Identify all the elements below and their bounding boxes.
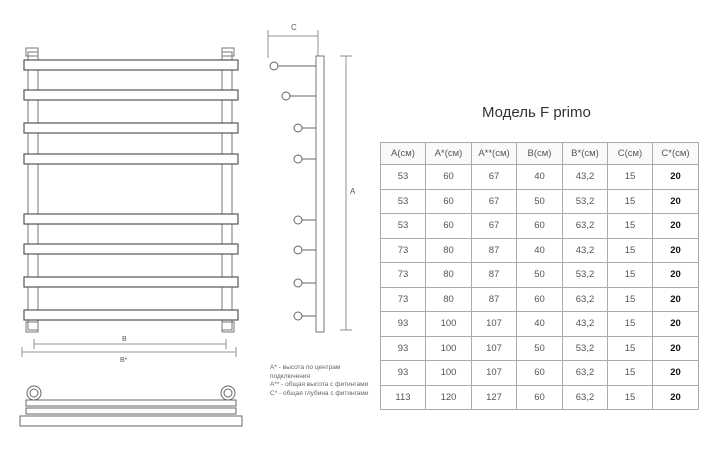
- dimension-b: [34, 339, 226, 349]
- table-row: [381, 238, 699, 263]
- rung: [24, 277, 238, 287]
- table-cell: 20: [653, 312, 699, 337]
- table-cell: 73: [381, 238, 426, 263]
- table-cell: 107: [472, 336, 517, 361]
- dimension-b-star: [22, 347, 236, 357]
- table-cell: 67: [472, 214, 517, 239]
- table-cell: 40: [517, 312, 563, 337]
- table-cell: 20: [653, 238, 699, 263]
- table-cell: 15: [608, 189, 653, 214]
- rung-end: [294, 279, 302, 287]
- table-cell: 60: [517, 214, 563, 239]
- table-cell: 50: [517, 263, 563, 288]
- rung-end: [294, 246, 302, 254]
- table-cell: 20: [653, 336, 699, 361]
- table-cell: 53,2: [563, 263, 608, 288]
- table-cell: 15: [608, 263, 653, 288]
- table-cell: 20: [653, 287, 699, 312]
- table-cell: 60: [517, 287, 563, 312]
- dimension-c-label: C: [291, 23, 297, 32]
- table-cell: 73: [381, 263, 426, 288]
- table-cell: 80: [426, 287, 472, 312]
- table-cell: 107: [472, 312, 517, 337]
- table-cell: 93: [381, 361, 426, 386]
- table-cell: 63,2: [563, 214, 608, 239]
- table-cell: 53: [381, 165, 426, 190]
- table-cell: 63,2: [563, 385, 608, 410]
- table-cell: 73: [381, 287, 426, 312]
- rung: [24, 310, 238, 320]
- dimension-a-label: A: [350, 187, 356, 196]
- header-a: A(см): [381, 143, 426, 165]
- side-post: [316, 56, 324, 332]
- table-row: [381, 165, 699, 190]
- header-a-double-star: A**(см): [472, 143, 517, 165]
- table-cell: 107: [472, 361, 517, 386]
- notes: [270, 364, 380, 398]
- note-c-star: C* - общая глубина с фитингами: [270, 389, 369, 397]
- table-cell: 63,2: [563, 361, 608, 386]
- header-a-star: A*(см): [426, 143, 472, 165]
- table-cell: 15: [608, 361, 653, 386]
- rung: [24, 244, 238, 254]
- top-view-drawing: [0, 370, 250, 468]
- table-cell: 113: [381, 385, 426, 410]
- table-cell: 15: [608, 385, 653, 410]
- table-row: [381, 336, 699, 361]
- table-cell: 67: [472, 165, 517, 190]
- table-cell: 120: [426, 385, 472, 410]
- header-b-star: B*(см): [563, 143, 608, 165]
- rung: [24, 60, 238, 70]
- table-cell: 43,2: [563, 312, 608, 337]
- rung: [24, 123, 238, 133]
- rung-end: [294, 124, 302, 132]
- table-cell: 53: [381, 214, 426, 239]
- table-cell: 60: [426, 214, 472, 239]
- spec-table: [380, 142, 699, 410]
- table-cell: 40: [517, 238, 563, 263]
- table-cell: 87: [472, 238, 517, 263]
- table-cell: 67: [472, 189, 517, 214]
- table-header-row: [381, 143, 699, 165]
- table-cell: 93: [381, 312, 426, 337]
- table-row: [381, 312, 699, 337]
- table-cell: 43,2: [563, 238, 608, 263]
- table-cell: 60: [517, 385, 563, 410]
- side-view-drawing: [250, 0, 370, 345]
- table-cell: 50: [517, 336, 563, 361]
- table-row: [381, 263, 699, 288]
- table-cell: 20: [653, 361, 699, 386]
- rung: [24, 214, 238, 224]
- table-cell: 80: [426, 263, 472, 288]
- table-row: [381, 287, 699, 312]
- table-cell: 15: [608, 165, 653, 190]
- table-cell: 15: [608, 214, 653, 239]
- table-cell: 53,2: [563, 336, 608, 361]
- table-cell: 53: [381, 189, 426, 214]
- table-cell: 60: [426, 165, 472, 190]
- table-cell: 100: [426, 336, 472, 361]
- table-row: [381, 189, 699, 214]
- table-cell: 20: [653, 385, 699, 410]
- rung-end: [294, 155, 302, 163]
- table-cell: 20: [653, 165, 699, 190]
- dimension-b-label: B: [122, 336, 127, 343]
- front-view-drawing: [0, 0, 250, 370]
- table-cell: 15: [608, 287, 653, 312]
- table-cell: 87: [472, 287, 517, 312]
- header-c-star: C*(см): [653, 143, 699, 165]
- table-cell: 127: [472, 385, 517, 410]
- table-cell: 53,2: [563, 189, 608, 214]
- dimension-c: [268, 30, 318, 58]
- header-c: C(см): [608, 143, 653, 165]
- model-title: Модель F primo: [482, 104, 591, 121]
- table-cell: 15: [608, 238, 653, 263]
- rung-end: [294, 312, 302, 320]
- rung-end: [294, 216, 302, 224]
- table-cell: 43,2: [563, 165, 608, 190]
- rung: [24, 90, 238, 100]
- table-cell: 60: [426, 189, 472, 214]
- table-cell: 20: [653, 189, 699, 214]
- table-row: [381, 361, 699, 386]
- table-cell: 63,2: [563, 287, 608, 312]
- table-cell: 87: [472, 263, 517, 288]
- rung: [24, 154, 238, 164]
- rung-end: [282, 92, 290, 100]
- table-cell: 100: [426, 361, 472, 386]
- note-a-double-star: A** - общая высота с фитингами: [270, 381, 369, 388]
- table-cell: 15: [608, 336, 653, 361]
- table-cell: 20: [653, 214, 699, 239]
- table-cell: 20: [653, 263, 699, 288]
- dimension-b-star-label: B*: [120, 357, 128, 364]
- header-b: B(см): [517, 143, 563, 165]
- table-cell: 60: [517, 361, 563, 386]
- table-row: [381, 385, 699, 410]
- note-a-star: A* - высота по центрам подключения: [270, 364, 341, 380]
- table-cell: 80: [426, 238, 472, 263]
- table-row: [381, 214, 699, 239]
- rung-end: [270, 62, 278, 70]
- table-cell: 40: [517, 165, 563, 190]
- table-cell: 93: [381, 336, 426, 361]
- table-cell: 15: [608, 312, 653, 337]
- table-cell: 50: [517, 189, 563, 214]
- table-cell: 100: [426, 312, 472, 337]
